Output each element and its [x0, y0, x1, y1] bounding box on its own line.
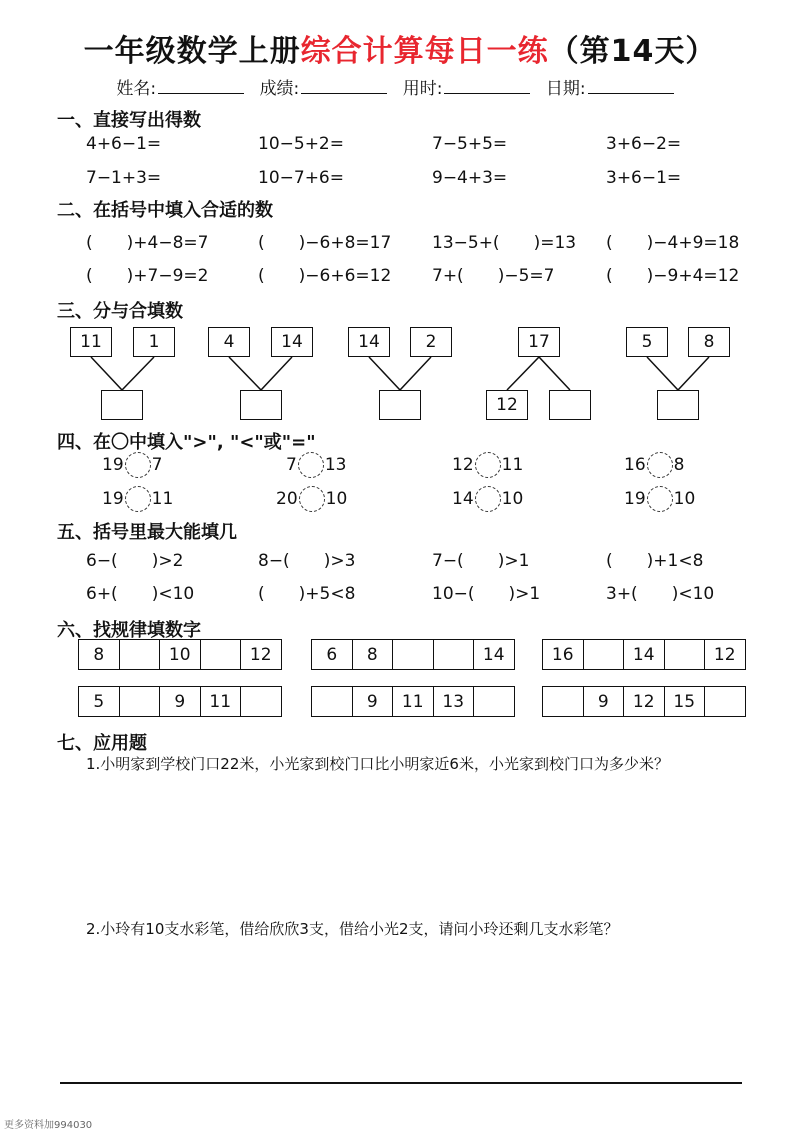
pattern-blank-cell[interactable]: [119, 640, 160, 670]
compare-left: 14: [452, 489, 474, 509]
compare-left: 19: [624, 489, 646, 509]
section-5-heading: 五、括号里最大能填几: [57, 522, 237, 543]
compare-question: [624, 486, 695, 512]
pattern-cell: 12: [705, 640, 746, 670]
compare-circle[interactable]: [475, 452, 501, 478]
title-topic: 综合计算每日一练: [300, 34, 549, 69]
word-problem-1: 1.小明家到学校门口22米，小光家到校门口比小明家近6米，小光家到校门口为多少米？: [86, 755, 669, 773]
pattern-row: [542, 639, 746, 670]
question: 7−( )>1: [432, 551, 530, 571]
split-top-box: 14: [348, 327, 390, 357]
pattern-cell: 14: [624, 640, 665, 670]
pattern-blank-cell[interactable]: [705, 687, 746, 717]
footer-divider: [60, 1082, 742, 1084]
split-answer-box[interactable]: [657, 390, 699, 420]
pattern-blank-cell[interactable]: [241, 687, 282, 717]
compare-question: [102, 486, 173, 512]
section-3-heading: 三、分与合填数: [57, 301, 183, 322]
split-answer-box[interactable]: [101, 390, 143, 420]
pattern-blank-cell[interactable]: [200, 640, 241, 670]
pattern-cell: 9: [352, 687, 393, 717]
pattern-cell: 12: [241, 640, 282, 670]
pattern-cell: 12: [624, 687, 665, 717]
pattern-blank-cell[interactable]: [583, 640, 624, 670]
compare-left: 16: [624, 455, 646, 475]
pattern-blank-cell[interactable]: [664, 640, 705, 670]
compare-right: 11: [501, 455, 524, 475]
compare-left: 19: [102, 489, 124, 509]
pattern-cell: 16: [543, 640, 584, 670]
pattern-blank-cell[interactable]: [119, 687, 160, 717]
question: 10−5+2=: [258, 134, 344, 154]
pattern-cell: 14: [474, 640, 515, 670]
split-top-box: 1: [133, 327, 175, 357]
question: ( )+5<8: [258, 584, 356, 604]
pattern-cell: 6: [312, 640, 353, 670]
word-problem-2: 2.小玲有10支水彩笔，借给欣欣3支，借给小光2支，请问小玲还剩几支水彩笔？: [86, 920, 619, 938]
split-answer-box[interactable]: [379, 390, 421, 420]
split-top-box: 14: [271, 327, 313, 357]
pattern-blank-cell[interactable]: [393, 640, 434, 670]
section-7-heading: 七、应用题: [57, 733, 147, 754]
pattern-cell: 13: [433, 687, 474, 717]
merge-answer-box[interactable]: [549, 390, 591, 420]
compare-question: [452, 486, 523, 512]
time-label: 用时:: [402, 79, 443, 99]
split-top-box: 5: [626, 327, 668, 357]
title-day: （第14天）: [548, 34, 717, 69]
split-top-box: 8: [688, 327, 730, 357]
pattern-row: [78, 686, 282, 717]
score-label: 成绩:: [259, 79, 300, 99]
question: 6+( )<10: [86, 584, 195, 604]
compare-left: 20: [276, 489, 298, 509]
section-2-heading: 二、在括号中填入合适的数: [57, 200, 273, 221]
compare-question: [102, 452, 162, 478]
question: 3+6−1=: [606, 168, 682, 188]
pattern-cell: 8: [352, 640, 393, 670]
question: 8−( )>3: [258, 551, 356, 571]
question: ( )+4−8=7: [86, 233, 209, 253]
compare-circle[interactable]: [647, 452, 673, 478]
question: ( )−6+6=12: [258, 266, 392, 286]
pattern-blank-cell[interactable]: [474, 687, 515, 717]
question: ( )+1<8: [606, 551, 704, 571]
section-4-heading: 四、在〇中填入">", "<"或"=": [57, 432, 316, 453]
pattern-row: [311, 686, 515, 717]
compare-question: [452, 452, 523, 478]
compare-circle[interactable]: [125, 486, 151, 512]
watermark: 更多资料加994030: [4, 1120, 93, 1131]
pattern-cell: 10: [160, 640, 201, 670]
compare-left: 19: [102, 455, 124, 475]
compare-question: [276, 486, 347, 512]
pattern-cell: 15: [664, 687, 705, 717]
split-top-box: 11: [70, 327, 112, 357]
pattern-cell: 9: [583, 687, 624, 717]
compare-circle[interactable]: [647, 486, 673, 512]
compare-right: 13: [324, 455, 347, 475]
question: 4+6−1=: [86, 134, 162, 154]
question: 3+6−2=: [606, 134, 682, 154]
compare-question: [286, 452, 346, 478]
question: 13−5+( )=13: [432, 233, 577, 253]
pattern-row: [78, 639, 282, 670]
compare-question: [624, 452, 684, 478]
compare-right: 10: [325, 489, 348, 509]
pattern-cell: 5: [79, 687, 120, 717]
question: 7−5+5=: [432, 134, 508, 154]
question: ( )−4+9=18: [606, 233, 740, 253]
compare-left: 7: [286, 455, 297, 475]
question: 7+( )−5=7: [432, 266, 555, 286]
compare-circle[interactable]: [298, 452, 324, 478]
question: 9−4+3=: [432, 168, 508, 188]
compare-right: 11: [151, 489, 174, 509]
question: 10−7+6=: [258, 168, 344, 188]
section-6-heading: 六、找规律填数字: [57, 620, 201, 641]
question: 7−1+3=: [86, 168, 162, 188]
question: 6−( )>2: [86, 551, 184, 571]
compare-circle[interactable]: [475, 486, 501, 512]
pattern-blank-cell[interactable]: [433, 640, 474, 670]
pattern-row: [542, 686, 746, 717]
pattern-blank-cell[interactable]: [543, 687, 584, 717]
merge-top-box: 17: [518, 327, 560, 357]
title-grade: 一年级数学上册: [83, 34, 301, 69]
compare-left: 12: [452, 455, 474, 475]
question: ( )−9+4=12: [606, 266, 740, 286]
question: ( )−6+8=17: [258, 233, 392, 253]
compare-right: 10: [501, 489, 524, 509]
section-1-heading: 一、直接写出得数: [57, 110, 201, 131]
split-answer-box[interactable]: [240, 390, 282, 420]
compare-circle[interactable]: [125, 452, 151, 478]
compare-right: 7: [151, 455, 163, 475]
pattern-row: [311, 639, 515, 670]
split-top-box: 2: [410, 327, 452, 357]
question: 10−( )>1: [432, 584, 541, 604]
question: 3+( )<10: [606, 584, 715, 604]
pattern-cell: 11: [200, 687, 241, 717]
question: ( )+7−9=2: [86, 266, 209, 286]
pattern-cell: 9: [160, 687, 201, 717]
compare-circle[interactable]: [299, 486, 325, 512]
pattern-blank-cell[interactable]: [312, 687, 353, 717]
pattern-cell: 11: [393, 687, 434, 717]
compare-right: 10: [673, 489, 696, 509]
split-top-box: 4: [208, 327, 250, 357]
pattern-cell: 8: [79, 640, 120, 670]
date-label: 日期:: [545, 79, 586, 99]
name-label: 姓名:: [116, 79, 157, 99]
merge-bottom-box: 12: [486, 390, 528, 420]
compare-right: 8: [673, 455, 685, 475]
